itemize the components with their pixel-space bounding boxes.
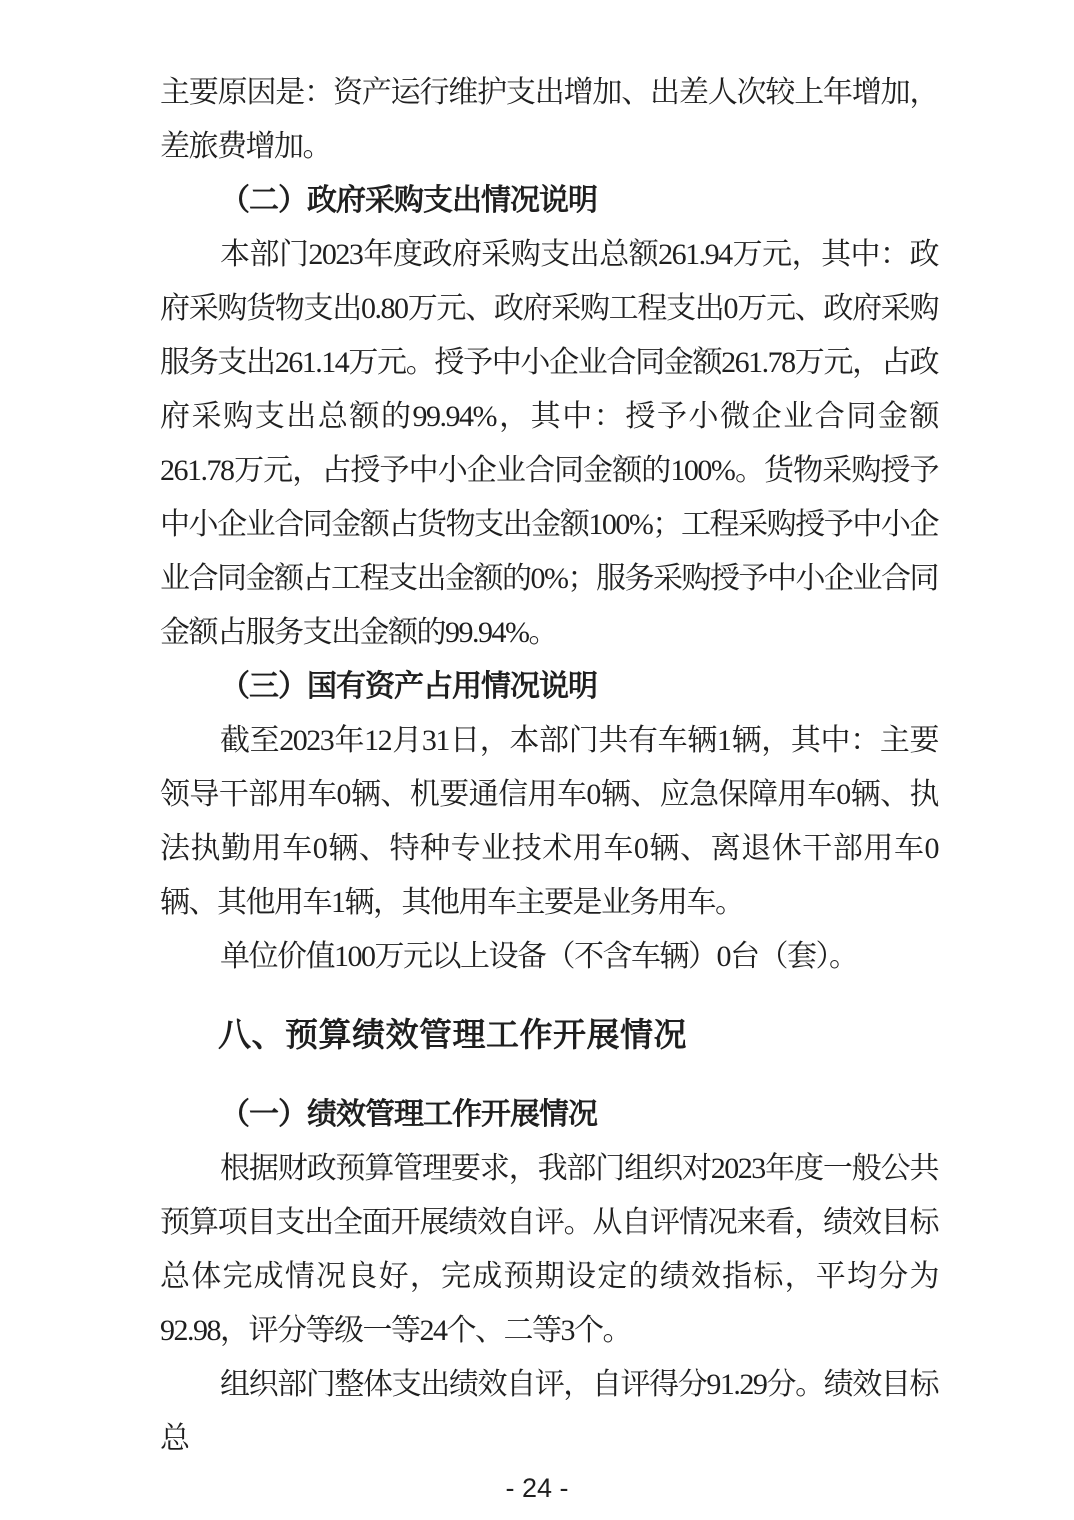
page-number: - 24 - — [505, 1473, 569, 1503]
paragraph: 根据财政预算管理要求，我部门组织对2023年度一般公共预算项目支出全面开展绩效自评。从自评情况来看，绩效目标总体完成情况良好，完成预期设定的绩效指标，平均分为92.98，评分等级一等24个、二等3个。 — [160, 1152, 938, 1347]
paragraph: 组织部门整体支出绩效自评，自评得分91.29分。绩效目标总 — [160, 1368, 938, 1455]
paragraph: 单位价值100万元以上设备（不含车辆）0台（套）。 — [220, 940, 858, 973]
paragraph: 本部门2023年度政府采购支出总额261.94万元，其中：政府采购货物支出0.80万元、政府采购工程支出0万元、政府采购服务支出261.14万元。授予中小企业合同金额261.78万元，占政府采购支出总额的99.94%，其中：授予小微企业合同金额261.78万元，占授予中小企业合同金额的100%。货物采购授予中小企业合同金额占货物支出金额100%；工程采购授予中小企业合同金额占工程支出金额的0%；服务采购授予中小企业合同金额占服务支出金额的99.94%。 — [160, 238, 938, 649]
section-heading: 八、预算绩效管理工作开展情况 — [218, 1016, 687, 1053]
subsection-heading: （二）政府采购支出情况说明 — [220, 184, 597, 217]
subsection-heading: （一）绩效管理工作开展情况 — [220, 1098, 597, 1131]
subsection-heading: （三）国有资产占用情况说明 — [220, 670, 597, 703]
paragraph-continuation: 主要原因是：资产运行维护支出增加、出差人次较上年增加，差旅费增加。 — [160, 76, 938, 163]
paragraph: 截至2023年12月31日，本部门共有车辆1辆，其中：主要领导干部用车0辆、机要通信用车0辆、应急保障用车0辆、执法执勤用车0辆、特种专业技术用车0辆、离退休干部用车0辆、其他用车1辆，其他用车主要是业务用车。 — [160, 724, 938, 919]
document-body — [160, 66, 938, 1466]
